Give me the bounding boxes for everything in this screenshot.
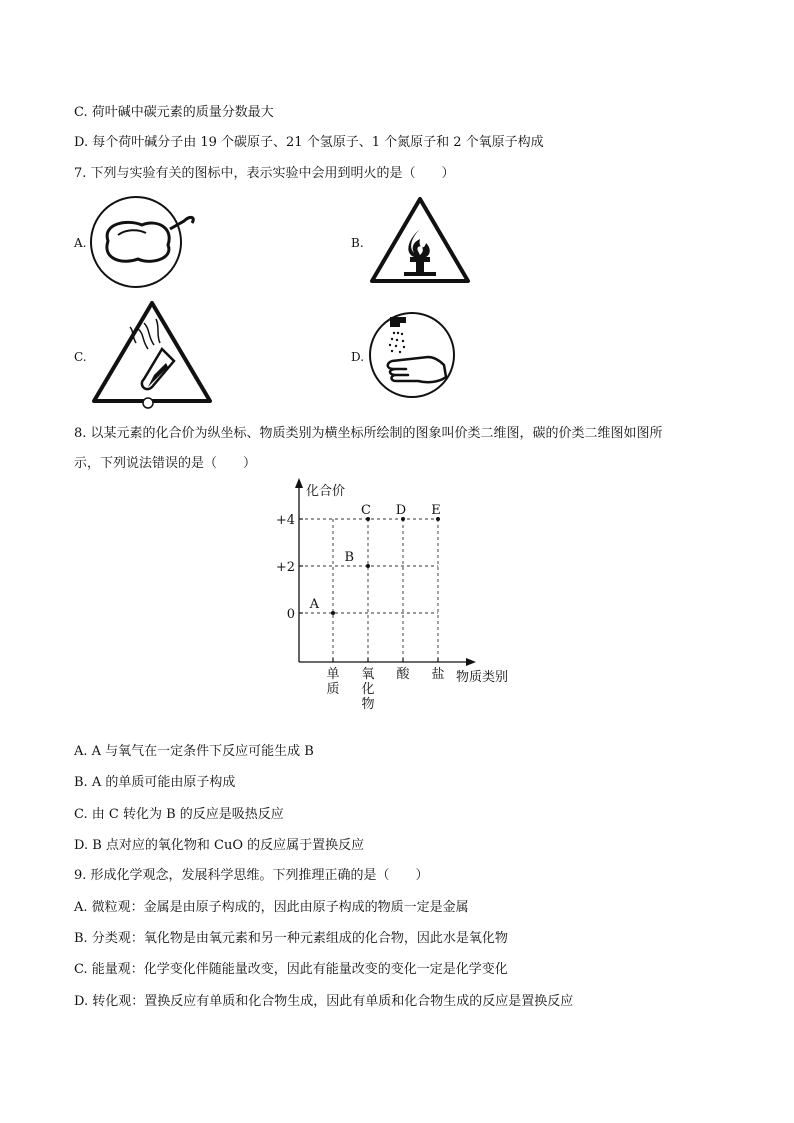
q9-option-d: D. 转化观：置换反应有单质和化合物生成，因此有单质和化合物生成的反应是置换反应	[74, 994, 574, 1009]
x-tick-label: 盐	[431, 667, 445, 682]
q9-stem: 9. 形成化学观念，发展科学思维。下列推理正确的是（ ）	[74, 868, 429, 883]
q9-option-a: A. 微粒观：金属是由原子构成的，因此由原子构成的物质一定是金属	[74, 900, 469, 915]
q7-label-b: B.	[351, 236, 364, 250]
q8-option-b: B. A 的单质可能由原子构成	[74, 775, 236, 790]
valence-class-chart	[268, 476, 538, 716]
q6-option-c: C. 荷叶碱中碳元素的质量分数最大	[74, 105, 274, 120]
open-flame-icon	[368, 195, 472, 287]
q8-stem-line2: 示，下列说法错误的是（ ）	[74, 456, 257, 471]
data-point-A	[331, 611, 335, 615]
data-point-B	[366, 564, 370, 568]
q7-label-a: A.	[74, 236, 87, 250]
point-label-A: A	[309, 597, 319, 612]
q7-label-c: C.	[74, 350, 87, 364]
x-axis-title: 物质类别	[456, 670, 509, 685]
hand-washing-icon	[368, 311, 460, 399]
x-tick-label: 酸	[396, 667, 410, 682]
q8-option-a: A. A 与氧气在一定条件下反应可能生成 B	[74, 744, 314, 759]
q7-stem: 7. 下列与实验有关的图标中，表示实验中会用到明火的是（ ）	[74, 166, 455, 181]
q6-option-d: D. 每个荷叶碱分子由 19 个碳原子、21 个氢原子、1 个氮原子和 2 个氧原子构成	[74, 135, 544, 150]
y-tick-label: 0	[286, 607, 295, 622]
point-label-E: E	[431, 503, 441, 518]
q8-option-c: C. 由 C 转化为 B 的反应是吸热反应	[74, 807, 284, 822]
x-axis-arrow	[466, 658, 476, 666]
point-label-B: B	[344, 550, 354, 565]
q7-label-d: D.	[351, 350, 365, 364]
y-axis-title: 化合价	[306, 484, 346, 499]
x-tick-label: 单质	[326, 667, 340, 697]
point-label-D: D	[395, 503, 407, 518]
hot-dish-icon	[88, 193, 198, 291]
q9-option-c: C. 能量观：化学变化伴随能量改变，因此有能量改变的变化一定是化学变化	[74, 962, 508, 977]
q8-option-d: D. B 点对应的氧化物和 CuO 的反应属于置换反应	[74, 838, 365, 853]
chart-gridlines	[299, 519, 438, 662]
point-label-C: C	[361, 503, 371, 518]
heating-test-tube-icon	[88, 297, 216, 411]
q9-option-b: B. 分类观：氧化物是由氧元素和另一种元素组成的化合物，因此水是氧化物	[74, 931, 508, 946]
q8-stem-line1: 8. 以某元素的化合价为纵坐标、物质类别为横坐标所绘制的图象叫价类二维图，碳的价类二维图如图所	[74, 426, 663, 441]
y-tick-label: +2	[275, 560, 295, 575]
y-tick-label: +4	[275, 513, 295, 528]
x-tick-label: 氧化物	[361, 667, 375, 712]
y-axis-arrow	[295, 478, 303, 488]
